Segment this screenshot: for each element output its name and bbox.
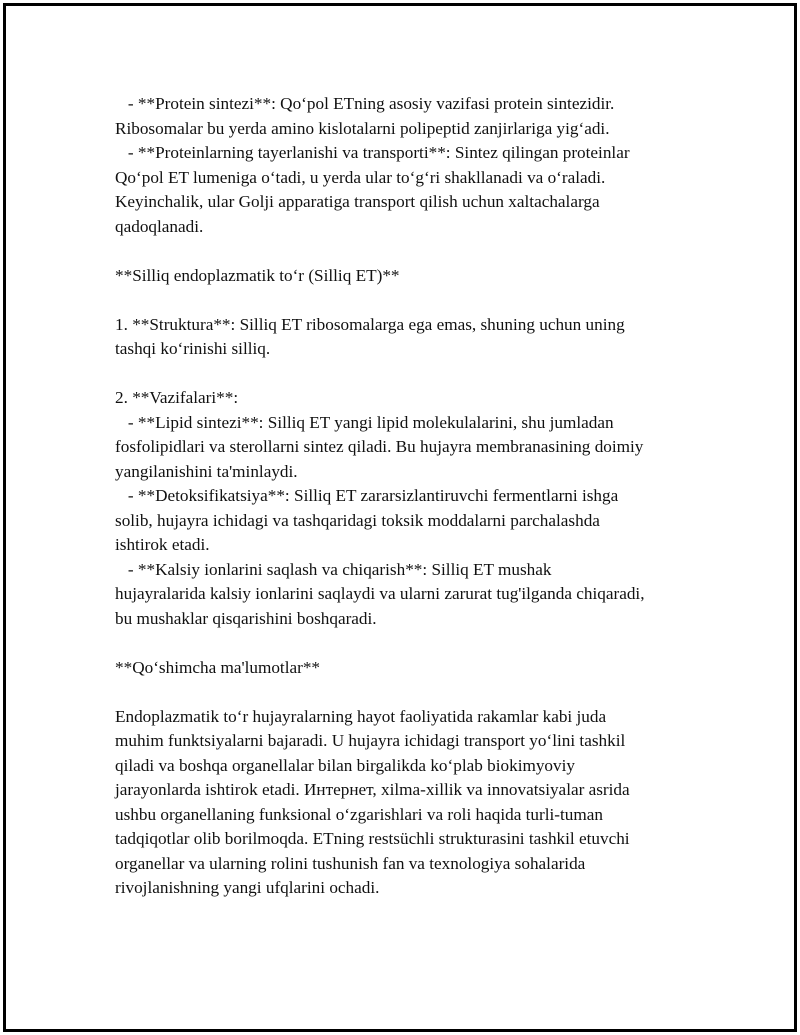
text-line: - **Detoksifikatsiya**: Silliq ET zararsizlantiruvchi fermentlarni ishga: [115, 486, 619, 505]
text-line: muhim funktsiyalarni bajaradi. U hujayra ichidagi transport yo‘lini tashkil: [115, 731, 626, 750]
text-line: solib, hujayra ichidagi va tashqaridagi toksik moddalarni parchalashda: [115, 510, 600, 530]
text-line: **Silliq endoplazmatik to‘r (Silliq ET)**: [115, 265, 400, 285]
text-line: 1. **Struktura**: Silliq ET ribosomalarga ega emas, shuning uchun uning: [115, 314, 625, 334]
blank-line: [115, 631, 705, 656]
text-line: 2. **Vazifalari**:: [115, 388, 239, 407]
text-line: ushbu organellaning funksional o‘zgarishlari va roli haqida turli-tuman: [115, 804, 603, 824]
text-line: - **Kalsiy ionlarini saqlash va chiqarish**: Silliq ET mushak: [115, 559, 552, 579]
text-line: Ribosomalar bu yerda amino kislotalarni polipeptid zanjirlariga yig‘adi.: [115, 118, 610, 138]
text-line: tadqiqotlar olib borilmoqda. ETning restsüchli strukturasini tashkil etuvchi: [115, 829, 630, 848]
text-line: qadoqlanadi.: [115, 216, 204, 236]
text-line: - **Lipid sintezi**: Silliq ET yangi lipid molekulalarini, shu jumladan: [115, 412, 614, 432]
text-line: hujayralarida kalsiy ionlarini saqlaydi va ularni zarurat tug'ilganda chiqaradi,: [115, 584, 645, 603]
text-line: **Qo‘shimcha ma'lumotlar**: [115, 657, 321, 677]
text-line: Endoplazmatik to‘r hujayralarning hayot faoliyatida rakamlar kabi juda: [115, 706, 607, 726]
blank-line: [115, 239, 705, 264]
document-body: [115, 92, 705, 901]
text-line: Qo‘pol ET lumeniga o‘tadi, u yerda ular to‘g‘ri shakllanadi va o‘raladi.: [115, 167, 606, 187]
text-line: qiladi va boshqa organellalar bilan birgalikda ko‘plab biokimyoviy: [115, 755, 575, 775]
text-line: Keyinchalik, ular Golji apparatiga transport qilish uchun xaltachalarga: [115, 192, 600, 211]
text-line: ishtirok etadi.: [115, 535, 210, 554]
blank-line: [115, 288, 705, 313]
text-line: rivojlanishning yangi ufqlarini ochadi.: [115, 878, 380, 897]
text-line: fosfolipidlari va sterollarni sintez qiladi. Bu hujayra membranasining doimiy: [115, 437, 644, 456]
text-line: yangilanishini ta'minlaydi.: [115, 461, 298, 481]
text-line: - **Proteinlarning tayerlanishi va transporti**: Sintez qilingan proteinlar: [115, 143, 630, 162]
text-line: organellar va ularning rolini tushunish fan va texnologiya sohalarida: [115, 853, 586, 873]
text-line: tashqi ko‘rinishi silliq.: [115, 339, 271, 358]
blank-line: [115, 680, 705, 705]
text-line: jarayonlarda ishtirok etadi. Интернет, xilma-xillik va innovatsiyalar asrida: [115, 780, 630, 799]
blank-line: [115, 362, 705, 387]
text-line: bu mushaklar qisqarishini boshqaradi.: [115, 608, 377, 628]
text-line: - **Protein sintezi**: Qo‘pol ETning asosiy vazifasi protein sintezidir.: [115, 94, 615, 113]
